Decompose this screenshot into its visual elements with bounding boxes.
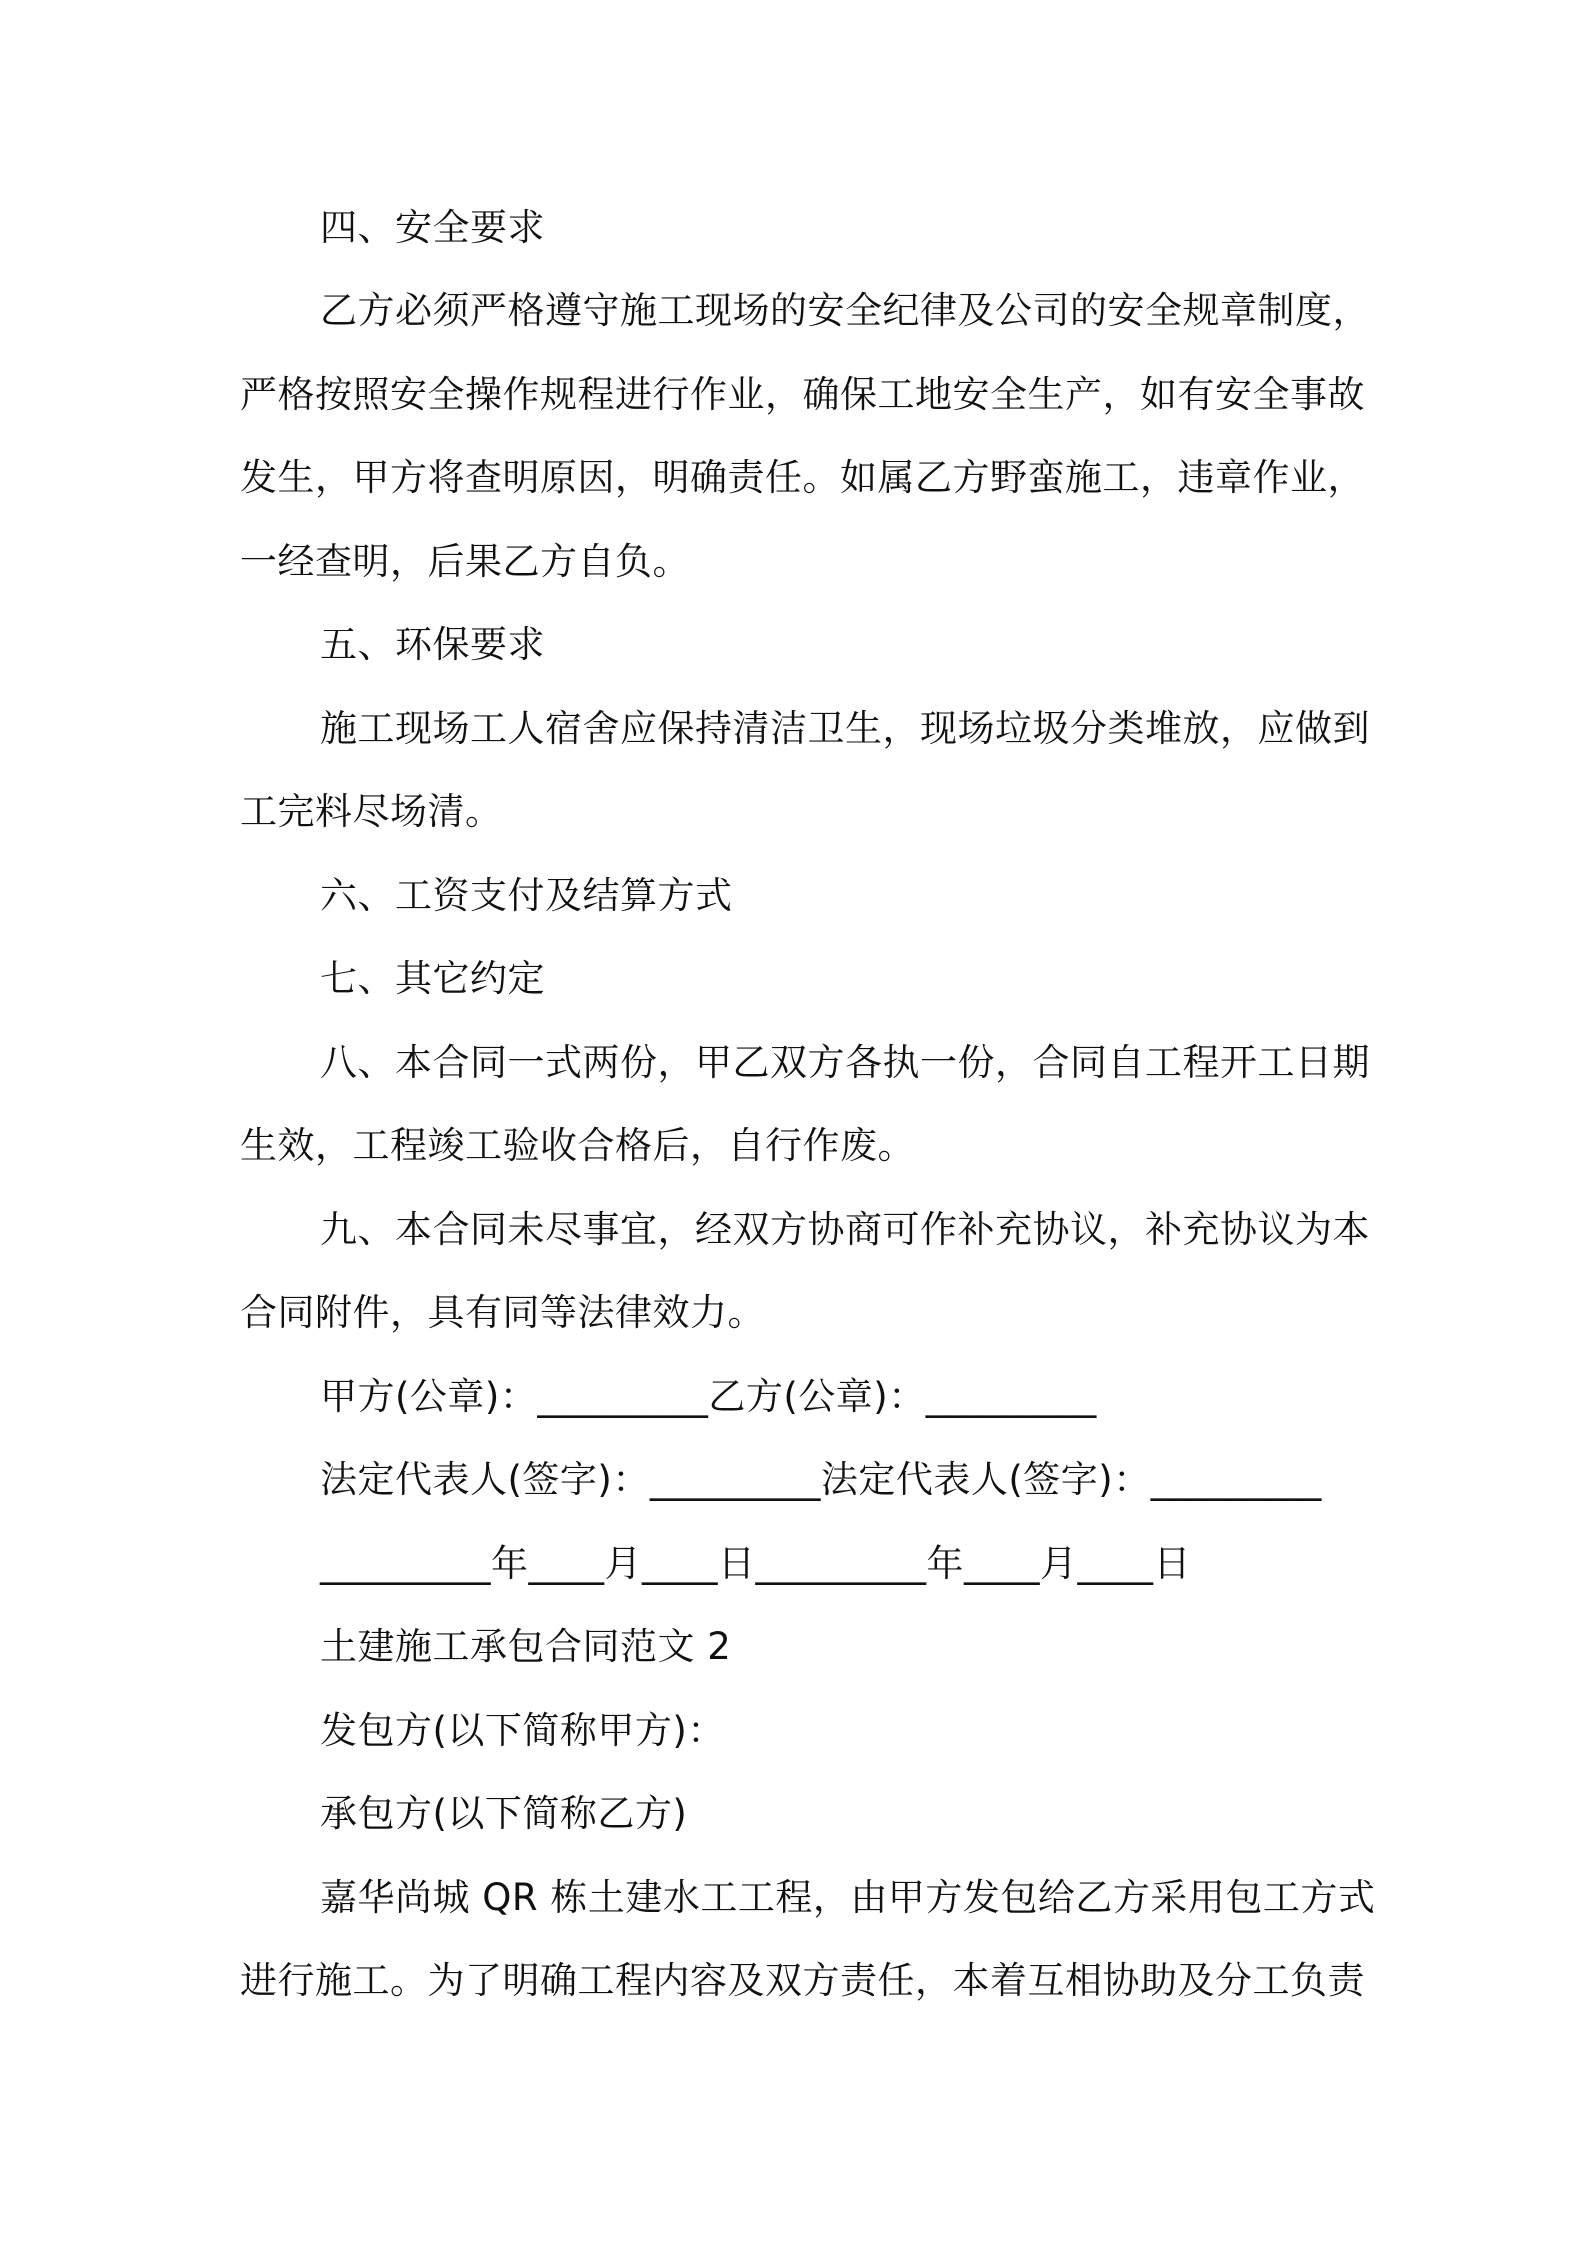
- paragraph-line: 生效，工程竣工验收合格后，自行作废。: [240, 1124, 915, 1167]
- section-heading-safety: 四、安全要求: [320, 206, 545, 249]
- paragraph-line: 九、本合同未尽事宜，经双方协商可作补充协议，补充协议为本: [320, 1208, 1370, 1251]
- section-heading-wages: 六、工资支付及结算方式: [320, 874, 733, 917]
- paragraph-line: 乙方必须严格遵守施工现场的安全纪律及公司的安全规章制度，: [320, 289, 1370, 332]
- paragraph-line: 施工现场工人宿舍应保持清洁卫生，现场垃圾分类堆放，应做到: [320, 707, 1370, 750]
- section-heading-other: 七、其它约定: [320, 957, 545, 1000]
- paragraph-line: 嘉华尚城 QR 栋土建水工工程，由甲方发包给乙方采用包工方式: [320, 1876, 1376, 1919]
- paragraph-line: 发生，甲方将查明原因，明确责任。如属乙方野蛮施工，违章作业，: [240, 456, 1365, 499]
- paragraph-line: 进行施工。为了明确工程内容及双方责任，本着互相协助及分工负责: [240, 1959, 1365, 2002]
- party-a-line: 发包方(以下简称甲方)：: [320, 1709, 725, 1752]
- document-subtitle: 土建施工承包合同范文 2: [320, 1625, 732, 1668]
- paragraph-line: 八、本合同一式两份，甲乙双方各执一份，合同自工程开工日期: [320, 1041, 1370, 1084]
- section-heading-environment: 五、环保要求: [320, 623, 545, 666]
- paragraph-line: 工完料尽场清。: [240, 790, 503, 833]
- signature-date-line: _________年____月____日_________年____月____日: [320, 1542, 1191, 1585]
- signature-representative-line: 法定代表人(签字)：_________法定代表人(签字)：_________: [320, 1458, 1322, 1501]
- paragraph-line: 严格按照安全操作规程进行作业，确保工地安全生产，如有安全事故: [240, 373, 1365, 416]
- signature-seal-line: 甲方(公章)：_________乙方(公章)：_________: [320, 1375, 1097, 1418]
- paragraph-line: 一经查明，后果乙方自负。: [240, 540, 690, 583]
- party-b-line: 承包方(以下简称乙方): [320, 1792, 688, 1835]
- paragraph-line: 合同附件，具有同等法律效力。: [240, 1291, 765, 1334]
